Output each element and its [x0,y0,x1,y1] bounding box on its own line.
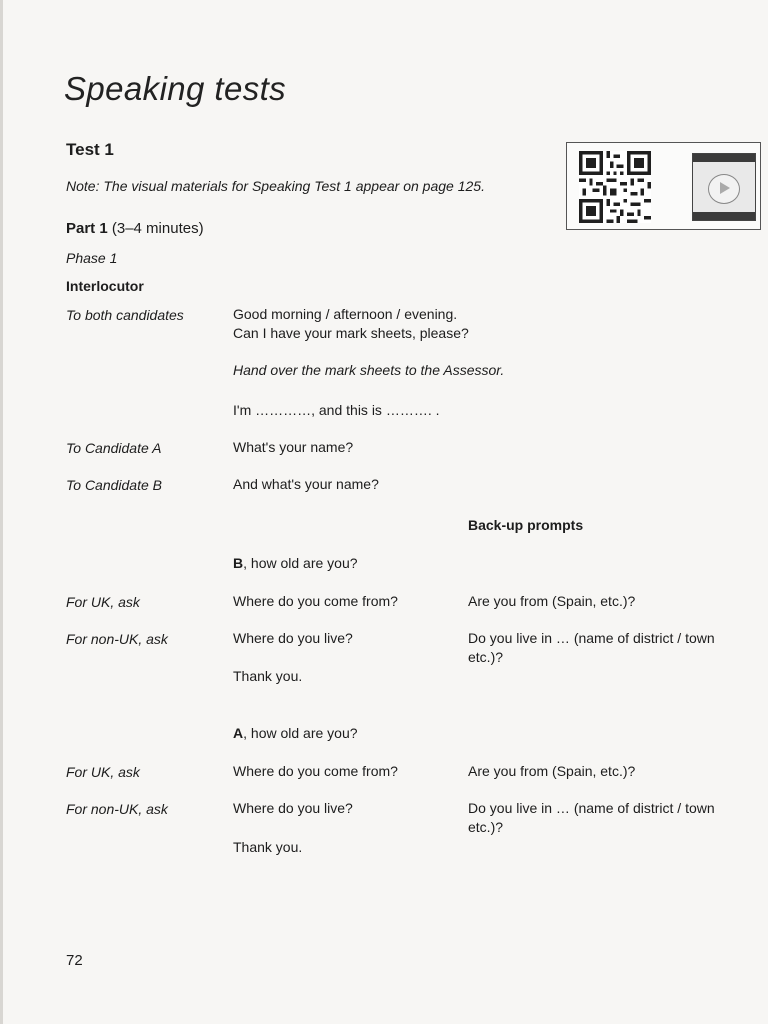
label-for-non-uk-1: For non-UK, ask [66,631,168,647]
label-to-candidate-b: To Candidate B [66,477,162,493]
thank-you-1: Thank you. [233,668,303,684]
name-question-a: What's your name? [233,439,354,455]
age-question-a [233,724,358,743]
page-title: Speaking tests [64,70,287,107]
video-top-bar [693,154,755,162]
video-bottom-bar [693,212,755,220]
page-edge [0,0,3,1024]
non-uk-question-2: Where do you live? [233,800,353,816]
uk-question-2: Where do you come from? [233,763,398,779]
role-heading: Interlocutor [66,278,144,294]
note-text: Note: The visual materials for Speaking Test 1 appear on page 125. [66,178,485,194]
test-heading: Test 1 [66,140,114,159]
non-uk-question-1: Where do you live? [233,630,353,646]
qr-code-icon[interactable] [577,151,653,223]
part-heading [66,220,204,237]
play-triangle [720,182,730,194]
age-question-b-text: , how old are you? [243,555,358,571]
label-to-candidate-a: To Candidate A [66,440,162,456]
part-duration: (3–4 minutes) [107,220,204,237]
uk-question-1: Where do you come from? [233,593,398,609]
label-to-both: To both candidates [66,307,184,323]
label-for-uk-2: For UK, ask [66,764,140,780]
page-number: 72 [66,952,83,969]
handover-instruction: Hand over the mark sheets to the Assessor. [233,362,505,378]
phase-label: Phase 1 [66,250,118,266]
age-question-a-text: , how old are you? [243,725,358,741]
intro-line: I'm …………, and this is ………. . [233,402,440,418]
candidate-b-letter: B [233,555,244,571]
part-label: Part 1 [66,220,108,237]
name-question-b: And what's your name? [233,476,379,492]
age-question-b [233,554,358,573]
candidate-a-letter: A [233,725,244,741]
label-for-uk-1: For UK, ask [66,594,140,610]
video-play-icon[interactable] [692,153,756,221]
uk-backup-2: Are you from (Spain, etc.)? [468,763,636,779]
greeting-line-1: Good morning / afternoon / evening. [233,306,458,322]
label-for-non-uk-2: For non-UK, ask [66,801,168,817]
thank-you-2: Thank you. [233,839,303,855]
non-uk-backup-2: Do you live in … (name of district / town etc.)? [468,800,715,835]
non-uk-backup-1: Do you live in … (name of district / town etc.)? [468,630,715,665]
greeting-line-2: Can I have your mark sheets, please? [233,325,469,341]
backup-prompts-heading: Back-up prompts [468,517,584,533]
uk-backup-1: Are you from (Spain, etc.)? [468,593,636,609]
media-box [566,142,761,230]
